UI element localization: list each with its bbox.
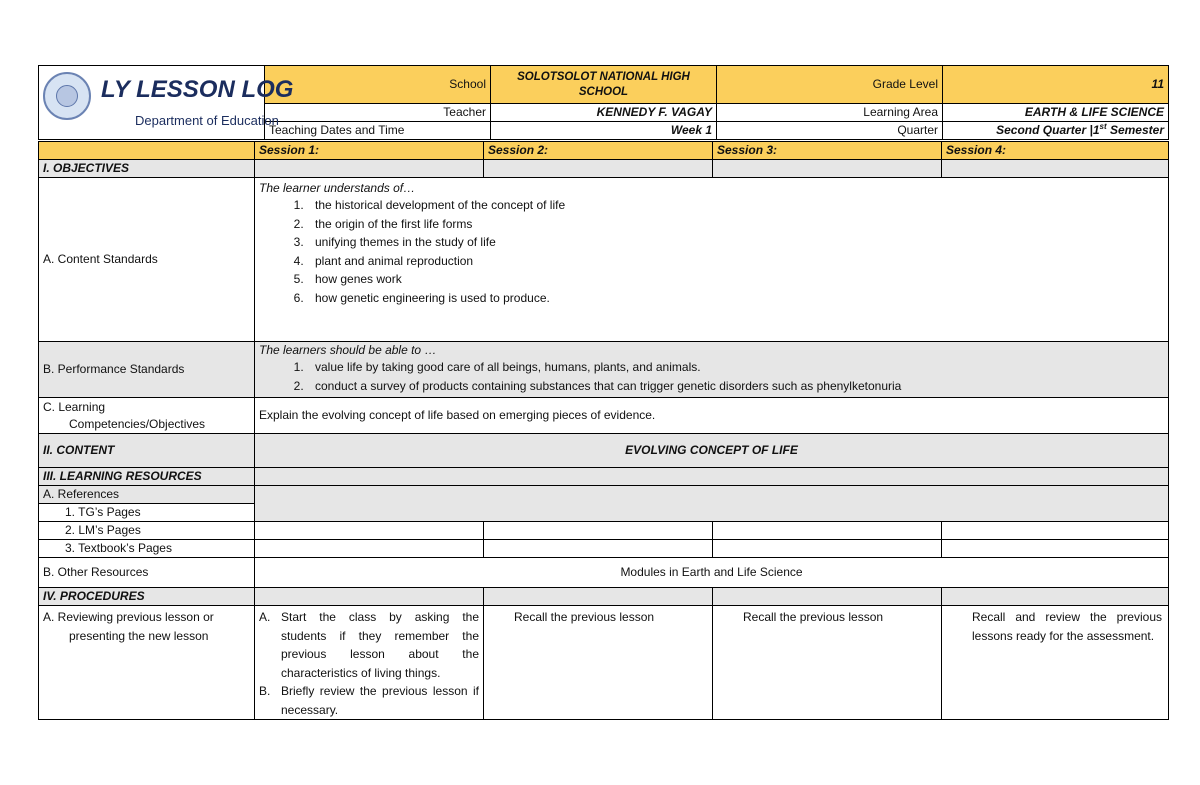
list-item: 5. how genes work — [307, 270, 1164, 289]
lm-pages-cell-1 — [255, 522, 484, 540]
session-header-4: Session 4: — [942, 142, 1169, 160]
grade-value: 11 — [943, 66, 1169, 104]
procedures-heading: IV. PROCEDURES — [39, 588, 255, 606]
procedures-cell-3 — [713, 588, 942, 606]
resources-heading-cell — [255, 468, 1169, 486]
deped-seal-icon — [43, 72, 91, 120]
performance-standards-intro: The learners should be able to … — [259, 343, 437, 357]
review-session-4: Recall and review the previous lessons ready for the assessment. — [942, 606, 1169, 720]
dates-label: Teaching Dates and Time — [265, 122, 491, 140]
review-lesson-label-line2: presenting the new lesson — [69, 628, 209, 643]
textbook-pages-cell-4 — [942, 540, 1169, 558]
review-step-a — [259, 608, 479, 682]
logo-title: LY LESSON LOG — [101, 76, 294, 103]
teacher-label: Teacher — [265, 104, 491, 122]
lm-pages-cell-2 — [484, 522, 713, 540]
list-item: 2. conduct a survey of products containing substances that can trigger genetic disorders such as phenylketonuria — [307, 377, 1164, 396]
textbook-pages-cell-2 — [484, 540, 713, 558]
performance-standards-cell — [255, 342, 1169, 398]
objectives-heading: I. OBJECTIVES — [39, 160, 255, 178]
list-item: 1. the historical development of the concept of life — [307, 196, 1164, 215]
review-lesson-label-line1: A. Reviewing previous lesson or — [43, 610, 214, 624]
session-header-1: Session 1: — [255, 142, 484, 160]
competencies-label — [39, 398, 255, 434]
dates-value: Week 1 — [491, 122, 717, 140]
review-session-1 — [255, 606, 484, 720]
school-label: School — [265, 66, 491, 104]
objectives-cell-1 — [255, 160, 484, 178]
other-resources-value: Modules in Earth and Life Science — [255, 558, 1169, 588]
list-item: 1. value life by taking good care of all beings, humans, plants, and animals. — [307, 358, 1164, 377]
review-session-3: Recall the previous lesson — [713, 606, 942, 720]
textbook-pages-cell-3 — [713, 540, 942, 558]
content-standards-label: A. Content Standards — [39, 178, 255, 342]
step-text: Briefly review the previous lesson if necessary. — [281, 684, 479, 717]
content-heading: II. CONTENT — [39, 434, 255, 468]
content-standards-cell — [255, 178, 1169, 342]
references-cell — [255, 486, 1169, 522]
performance-standards-label: B. Performance Standards — [39, 342, 255, 398]
area-label: Learning Area — [717, 104, 943, 122]
school-value: SOLOTSOLOT NATIONAL HIGH SCHOOL — [491, 66, 717, 104]
procedures-cell-2 — [484, 588, 713, 606]
step-text: Start the class by asking the students if they remember the previous lesson about the characteristics of living things. — [281, 610, 479, 680]
performance-standards-list — [259, 358, 1164, 395]
logo-subtitle: Department of Education — [135, 113, 279, 128]
logo-block — [39, 66, 294, 140]
lm-pages-cell-4 — [942, 522, 1169, 540]
list-item: 3. unifying themes in the study of life — [307, 233, 1164, 252]
content-standards-intro: The learner understands of… — [259, 181, 416, 195]
content-standards-list — [259, 196, 1164, 307]
competencies-text: Explain the evolving concept of life based on emerging pieces of evidence. — [255, 398, 1169, 434]
procedures-cell-1 — [255, 588, 484, 606]
procedures-cell-4 — [942, 588, 1169, 606]
session-header-3: Session 3: — [713, 142, 942, 160]
session-header-blank — [39, 142, 255, 160]
other-resources-label: B. Other Resources — [39, 558, 255, 588]
objectives-cell-3 — [713, 160, 942, 178]
list-item: 6. how genetic engineering is used to produce. — [307, 289, 1164, 308]
objectives-cell-4 — [942, 160, 1169, 178]
textbook-pages-cell-1 — [255, 540, 484, 558]
lm-pages-cell-3 — [713, 522, 942, 540]
list-item: 2. the origin of the first life forms — [307, 215, 1164, 234]
content-value: EVOLVING CONCEPT OF LIFE — [255, 434, 1169, 468]
references-label: A. References — [39, 486, 255, 504]
lm-pages-label: 2. LM’s Pages — [39, 522, 255, 540]
quarter-label: Quarter — [717, 122, 943, 140]
review-step-b — [259, 682, 479, 719]
resources-heading: III. LEARNING RESOURCES — [39, 468, 255, 486]
header-table — [38, 65, 1169, 140]
review-lesson-label — [39, 606, 255, 720]
quarter-semester: Semester — [1106, 123, 1164, 137]
session-header-2: Session 2: — [484, 142, 713, 160]
objectives-cell-2 — [484, 160, 713, 178]
quarter-text: Second Quarter |1 — [996, 123, 1100, 137]
step-key: A. — [259, 610, 271, 624]
grade-label: Grade Level — [717, 66, 943, 104]
teacher-value: KENNEDY F. VAGAY — [491, 104, 717, 122]
review-session-2: Recall the previous lesson — [484, 606, 713, 720]
list-item: 4. plant and animal reproduction — [307, 252, 1164, 271]
competencies-label-line1: C. Learning — [43, 399, 106, 414]
textbook-pages-label: 3. Textbook’s Pages — [39, 540, 255, 558]
quarter-value — [943, 122, 1169, 140]
area-value: EARTH & LIFE SCIENCE — [943, 104, 1169, 122]
step-key: B. — [259, 684, 271, 698]
lesson-table — [38, 141, 1169, 720]
quarter-sup: st — [1099, 122, 1107, 131]
tg-pages-label: 1. TG’s Pages — [39, 504, 255, 522]
competencies-label-line2: Competencies/Objectives — [69, 416, 206, 431]
